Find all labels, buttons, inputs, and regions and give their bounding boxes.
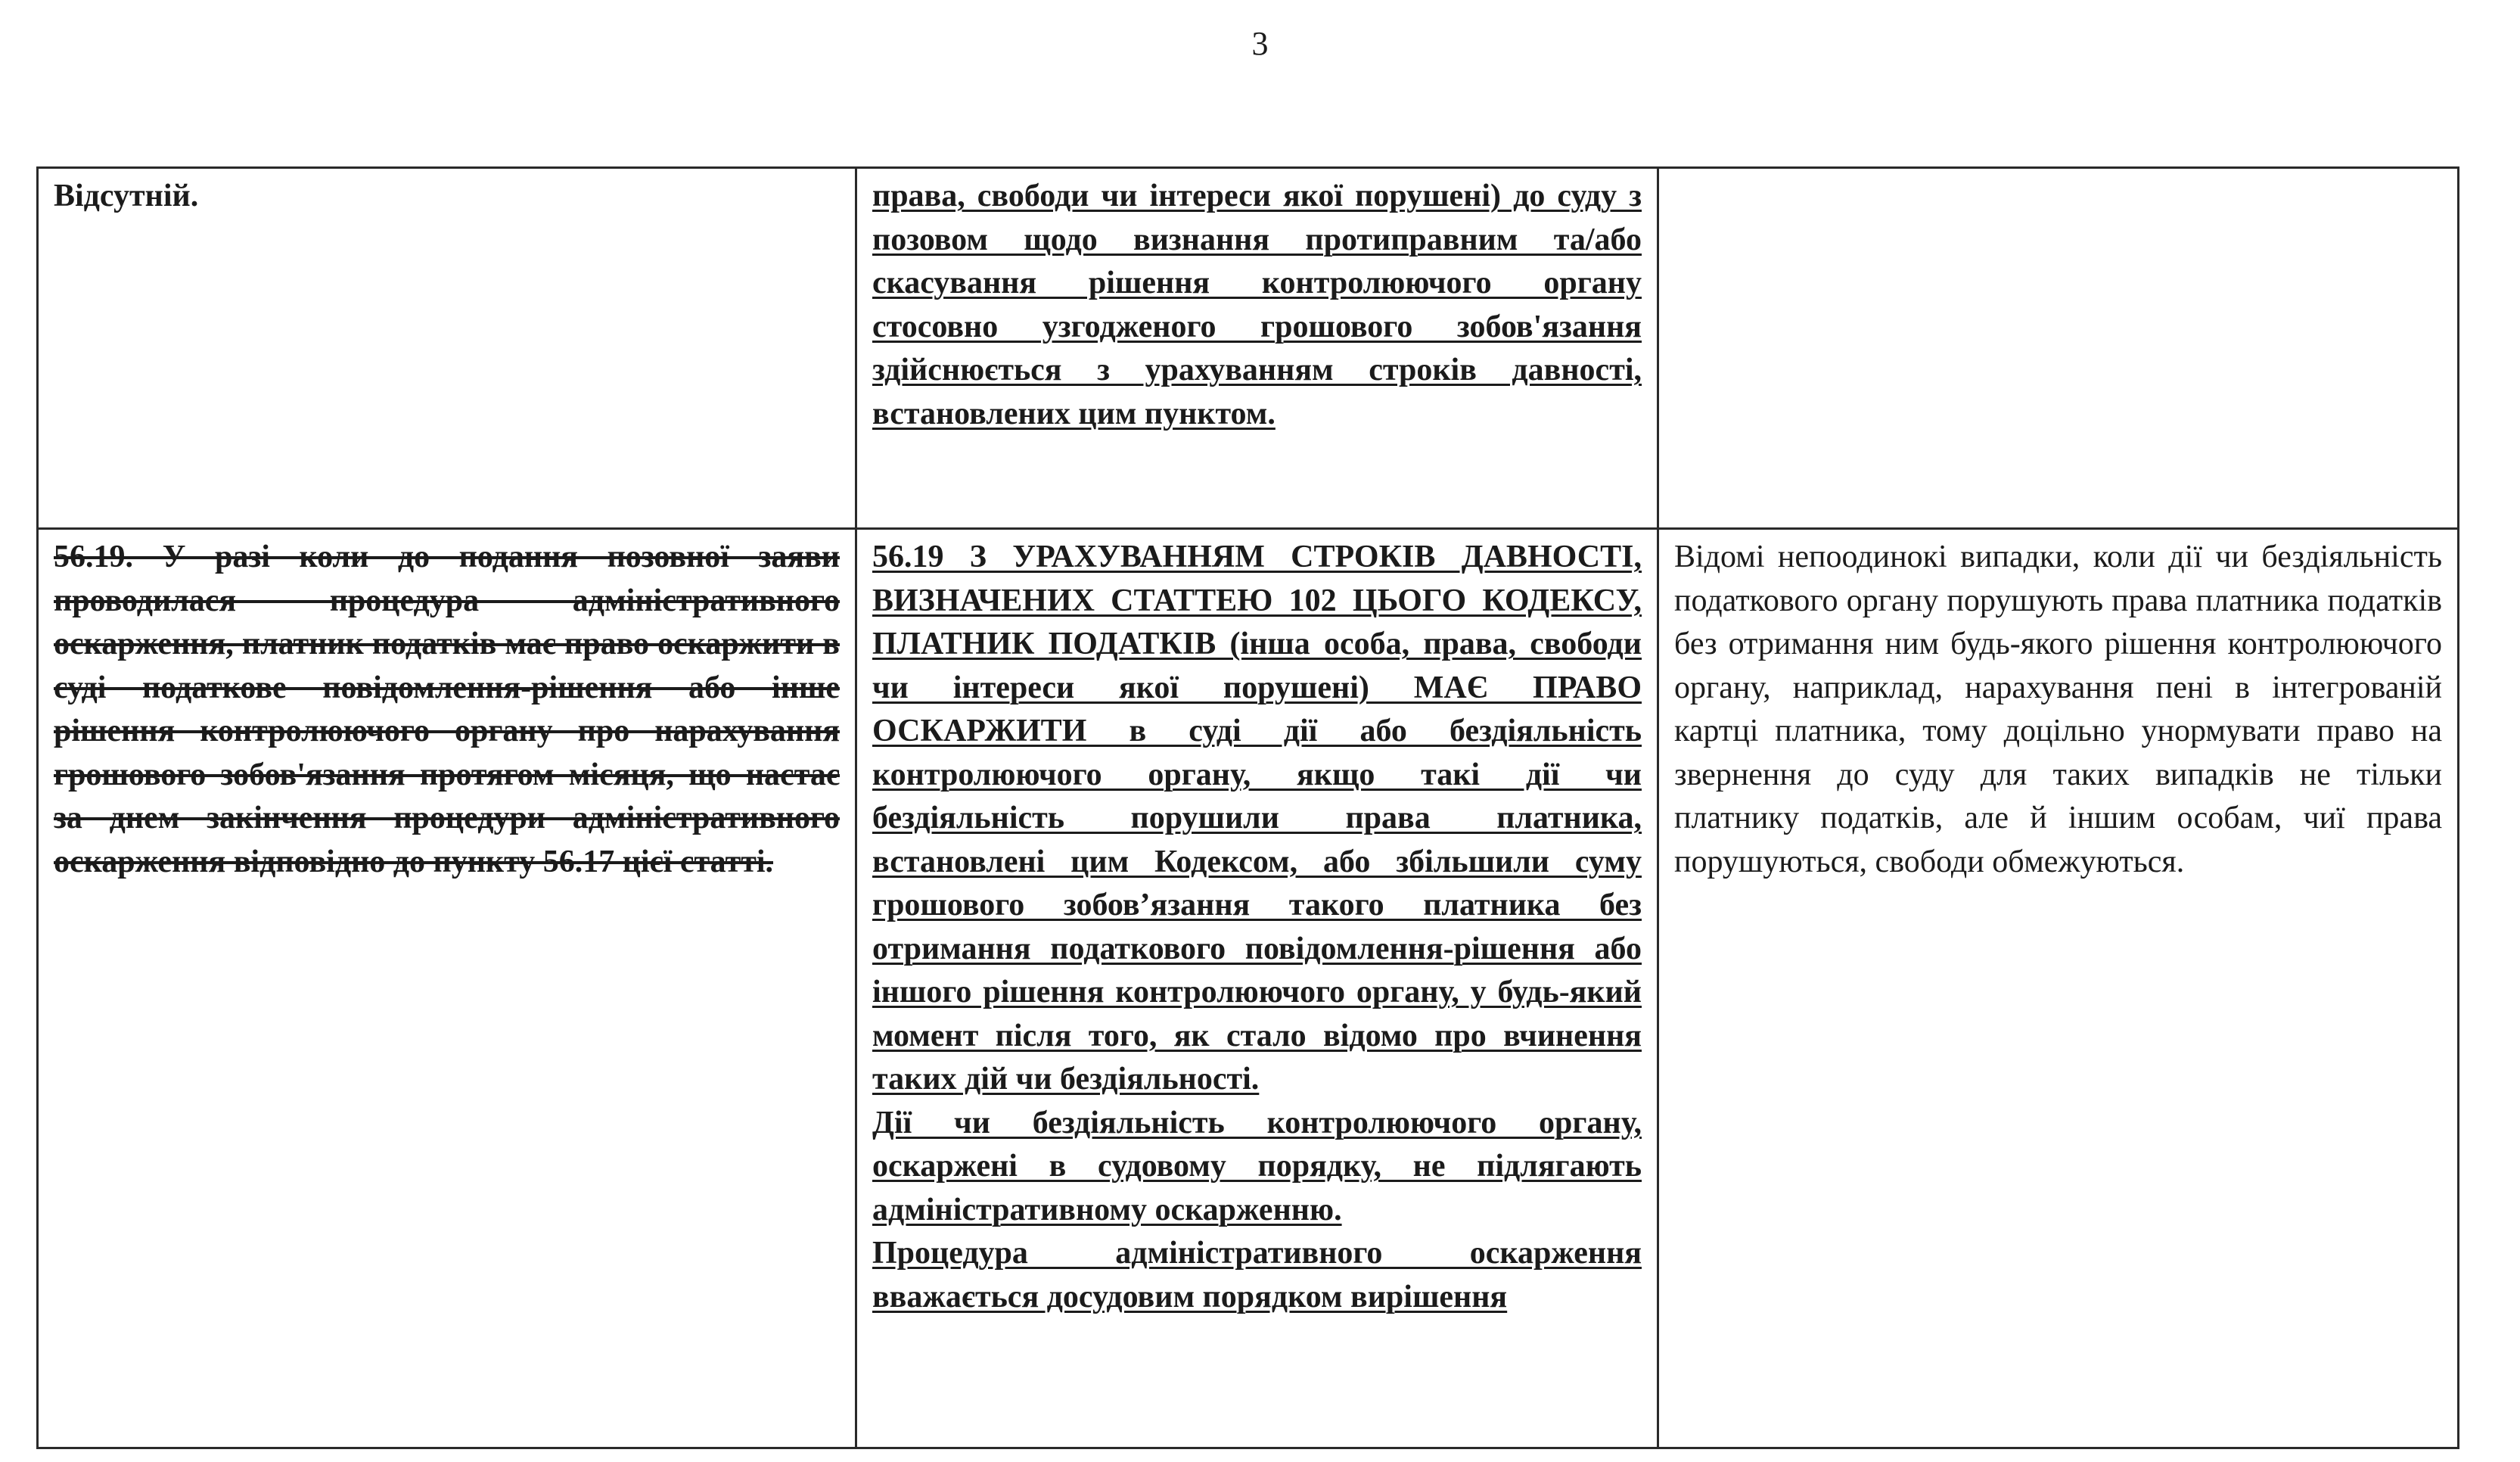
table-cell-current-text bbox=[38, 529, 856, 1448]
current-text: Відсутній. bbox=[54, 179, 199, 213]
proposed-text: права, свободи чи інтереси якої порушені) до суду з позовом щодо визнання протиправним та/або скасування рішення контролюючого органу стосовно узгодженого грошового зобов'язання здійснюється з урахуванням строків давності, встановлених цим пунктом. bbox=[872, 179, 1642, 431]
table-cell-proposed-text bbox=[856, 168, 1658, 529]
proposed-paragraph: Процедура адміністративного оскарження вважається досудовим порядком вирішення bbox=[872, 1236, 1642, 1314]
proposed-paragraph: Дії чи бездіяльність контролюючого органу, оскаржені в судовому порядку, не підлягають адміністративному оскарженню. bbox=[872, 1105, 1642, 1227]
proposed-paragraph: 56.19 З УРАХУВАННЯМ СТРОКІВ ДАВНОСТІ, ВИЗНАЧЕНИХ СТАТТЕЮ 102 ЦЬОГО КОДЕКСУ, ПЛАТНИК ПОДАТКІВ (інша особа, права, свободи чи інтереси якої порушені) МАЄ ПРАВО ОСКАРЖИТИ в суді дії або бездіяльність контролюючого органу, якщо такі дії чи бездіяльність порушили права платника, встановлені цим Кодексом, або збільшили суму грошового зобов’язання такого платника без отримання податкового повідомлення-рішення або іншого рішення контролюючого органу, у будь-який момент після того, як стало відомо про вчинення таких дій чи бездіяльності. bbox=[872, 540, 1642, 1096]
table-row bbox=[38, 168, 2459, 529]
table-row bbox=[38, 529, 2459, 1448]
page-number: 3 bbox=[1251, 25, 1269, 62]
justification-text: Відомі непоодинокі випадки, коли дії чи бездіяльність податкового органу порушують права платника податків без отримання ним будь-якого рішення контролюючого органу, наприклад, нарахування пені в інтегрованій картці платника, тому доцільно унормувати право на звернення до суду для таких випадків не тільки платнику податків, але й іншим особам, чиї права порушуються, свободи обмежуються. bbox=[1674, 540, 2442, 879]
table-cell-current-text bbox=[38, 168, 856, 529]
table-cell-proposed-text bbox=[856, 529, 1658, 1448]
table-cell-justification bbox=[1658, 529, 2459, 1448]
current-text-struck: 56.19. У разі коли до подання позовної заяви проводилася процедура адміністративного оскарження, платник податків має право оскаржити в суді податкове повідомлення-рішення або інше рішення контролюючого органу про нарахування грошового зобов'язання протягом місяця, що настає за днем закінчення процедури адміністративного оскарження відповідно до пункту 56.17 цієї статті. bbox=[54, 540, 840, 879]
table-cell-justification bbox=[1658, 168, 2459, 529]
comparison-table bbox=[36, 166, 2459, 1449]
